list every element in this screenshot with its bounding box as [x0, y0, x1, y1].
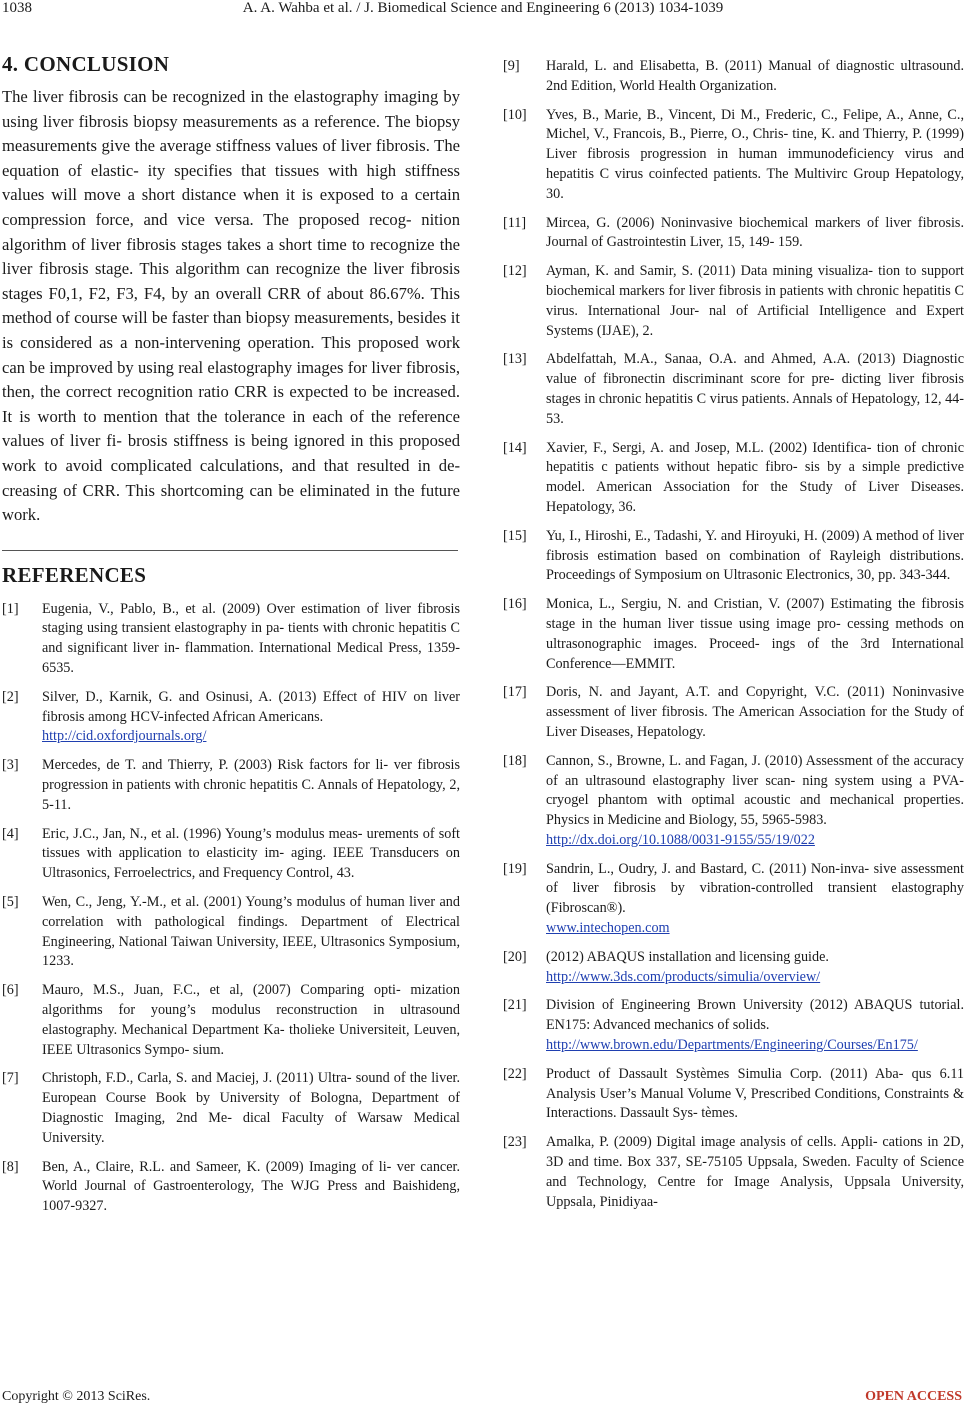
reference-number: [3]: [2, 757, 19, 774]
page-number: 1038: [2, 0, 32, 16]
reference-item: [503, 439, 964, 518]
reference-list-left: [2, 600, 460, 1217]
reference-link[interactable]: http://www.brown.edu/Departments/Engineering/Courses/En175/: [546, 1037, 918, 1054]
reference-text: Xavier, F., Sergi, A. and Josep, M.L. (2002) Identifica- tion of chronic hepatitis c patients without hepatic fibro- sis by a simple predictive model. American Association for the Study of Liver Diseases. Hepatology, 36.: [546, 439, 964, 515]
reference-item: [503, 860, 964, 939]
running-head: A. A. Wahba et al. / J. Biomedical Science and Engineering 6 (2013) 1034-1039: [242, 0, 724, 16]
reference-link[interactable]: http://cid.oxfordjournals.org/: [42, 728, 207, 745]
reference-number: [7]: [2, 1070, 19, 1087]
reference-text: Ayman, K. and Samir, S. (2011) Data mining visualiza- tion to support biochemical markers for liver fibrosis in patients with chronic hepatitis C virus. International Jour- nal of Artificial Intelligence and Expert Systems (IJAE), 2.: [546, 263, 964, 339]
reference-number: [4]: [2, 825, 19, 842]
reference-item: [2, 688, 460, 747]
reference-text: Mircea, G. (2006) Noninvasive biochemical markers of liver fibrosis. Journal of Gastrointestin Liver, 15, 149- 159.: [546, 214, 964, 251]
reference-text: Monica, L., Sergiu, N. and Cristian, V. (2007) Estimating the fibrosis stage in the human liver tissue using image pro- cessing methods on ultrasonographic images. Proceed- ings of the 3rd International Conference—EMMIT.: [546, 596, 964, 672]
reference-item: [503, 1065, 964, 1124]
reference-text: Eric, J.C., Jan, N., et al. (1996) Young’s modulus meas- urements of soft tissues with application to elasticity im- aging. IEEE Transducers on Ultrasonics, Ferroelectrics, and Frequency Control, 43.: [42, 825, 460, 882]
reference-number: [5]: [2, 894, 19, 911]
reference-item: [503, 996, 964, 1055]
reference-number: [22]: [503, 1065, 527, 1082]
reference-text: Christoph, F.D., Carla, S. and Maciej, J. (2011) Ultra- sound of the liver. European Course Book by University of Bologna, Department of Diagnostic Imaging, 2nd Me- dical Faculty of Warsaw Medical University.: [42, 1070, 460, 1146]
reference-number: [18]: [503, 752, 527, 769]
reference-number: [1]: [2, 600, 19, 617]
reference-item: [503, 106, 964, 205]
reference-item: [503, 1133, 964, 1212]
reference-text: Eugenia, V., Pablo, B., et al. (2009) Over estimation of liver fibrosis staging using transient elastography in pa- tients with chronic hepatitis C and significant liver in- flammation. International Medical Press, 1359-6535.: [42, 600, 460, 677]
page-header: [0, 0, 966, 24]
reference-item: [503, 350, 964, 429]
reference-number: [11]: [503, 214, 527, 231]
reference-item: [503, 752, 964, 851]
reference-text: Division of Engineering Brown University (2012) ABAQUS tutorial. EN175: Advanced mechanics of solids.: [546, 997, 964, 1034]
reference-item: [503, 214, 964, 254]
reference-item: [2, 1069, 460, 1148]
reference-item: [503, 57, 964, 97]
reference-text: Silver, D., Karnik, G. and Osinusi, A. (2013) Effect of HIV on liver fibrosis among HCV-infected African Americans.: [42, 688, 460, 725]
conclusion-paragraph: The liver fibrosis can be recognized in the elastography imaging by using liver fibrosis biopsy measurements as a reference. The biopsy measurements give the average stiffness values of liver fibrosis. The equation of elastic- ity specifies that tissues with high stiffness values will move a short distance when it is exposed to a certain compression force, and vice versa. The proposed recog- nition algorithm of liver fibrosis stages takes a short time to recognize the liver fibrosis stage. This algorithm can recognize the liver fibrosis stages F0,1, F2, F3, F4, by an overall CRR of about 86.67%. This method of course will be faster than biopsy measurements, besides it is considered as a non-intervening operation. This proposed work can be improved by using real elastography images for liver fibrosis, then, the correct recognition ratio CRR is expected to be increased. It is worth to mention that the tolerance in each of the reference values of liver fi- brosis stiffness is being ignored in this proposed work to avoid complicated calculations, and that resulted in de- creasing of CRR. This shortcoming can be eliminated in the future work.: [2, 87, 460, 525]
reference-link[interactable]: www.intechopen.com: [546, 920, 670, 937]
reference-text: Abdelfattah, M.A., Sanaa, O.A. and Ahmed, A.A. (2013) Diagnostic value of fibronectin discriminant score for pre- dicting liver fibrosis stages in chronic hepatitis C virus patients. Annals of Hepatology, 12, 44-53.: [546, 351, 964, 427]
open-access-label: OPEN ACCESS: [865, 1389, 962, 1404]
reference-item: [503, 262, 964, 341]
reference-link[interactable]: http://dx.doi.org/10.1088/0031-9155/55/19/022: [546, 831, 815, 848]
references-heading: REFERENCES: [2, 562, 147, 587]
reference-number: [13]: [503, 351, 527, 368]
left-column: [2, 52, 460, 1226]
reference-text: Amalka, P. (2009) Digital image analysis of cells. Appli- cations in 2D, 3D and time. Box 337, SE-75105 Uppsala, Sweden. Faculty of Science and Technology, Centre for Image Analysis, Uppsala University, Uppsala, Pinidiyaa-: [546, 1134, 964, 1210]
reference-text: Yves, B., Marie, B., Vincent, Di M., Frederic, C., Felipe, A., Anne, C., Michel, V., Francois, B., Pierre, O., Chris- tine, K. and Thierry, P. (1999) Liver fibrosis progression in human immunodeficiency virus and hepatitis C virus coinfected patients. The Multivirc Group Hepatology, 30.: [546, 106, 964, 202]
reference-text: (2012) ABAQUS installation and licensing guide.: [546, 948, 829, 965]
reference-item: [2, 893, 460, 972]
reference-number: [21]: [503, 997, 527, 1014]
reference-text: Yu, I., Hiroshi, E., Tadashi, Y. and Hiroyuki, H. (2009) A method of liver fibrosis estimation based on combination of Rayleigh distributions. Proceedings of Symposium on Ultrasonic Electronics, 30, pp. 343-344.: [546, 527, 964, 584]
reference-text: Ben, A., Claire, R.L. and Sameer, K. (2009) Imaging of li- ver cancer. World Journal of Gastroenterology, The WJG Press and Baishideng, 1007-9327.: [42, 1158, 460, 1215]
reference-item: [503, 527, 964, 586]
reference-number: [15]: [503, 527, 527, 544]
reference-item: [2, 825, 460, 884]
section-divider: [2, 550, 458, 551]
reference-link[interactable]: http://www.3ds.com/products/simulia/overview/: [546, 968, 821, 985]
reference-number: [19]: [503, 860, 527, 877]
reference-number: [9]: [503, 58, 520, 74]
reference-number: [23]: [503, 1134, 527, 1151]
reference-number: [8]: [2, 1158, 19, 1175]
reference-text: Mercedes, de T. and Thierry, P. (2003) Risk factors for li- ver fibrosis progression in patients with chronic hepatitis C. Annals of Hepatology, 2, 5-11.: [42, 757, 460, 813]
reference-text: Sandrin, L., Oudry, J. and Bastard, C. (2011) Non-inva- sive assessment of liver fibrosis by vibration-controlled transient elastography (Fibroscan®).: [546, 860, 964, 917]
reference-number: [14]: [503, 439, 527, 456]
reference-text: Wen, C., Jeng, Y.-M., et al. (2001) Young’s modulus of human liver and correlation with pathological findings. Department of Electrical Engineering, National Taiwan University, IEEE, Ultrasonics Symposium, 1233.: [42, 894, 460, 970]
reference-item: [2, 600, 460, 679]
reference-item: [2, 981, 460, 1060]
reference-number: [20]: [503, 948, 527, 965]
reference-item: [503, 595, 964, 674]
reference-number: [10]: [503, 106, 527, 123]
reference-item: [2, 756, 460, 815]
reference-number: [17]: [503, 684, 527, 701]
page-footer: [0, 1389, 966, 1411]
reference-item: [503, 948, 964, 988]
reference-item: [503, 683, 964, 742]
conclusion-heading: 4. CONCLUSION: [2, 52, 170, 76]
reference-text: Cannon, S., Browne, L. and Fagan, J. (2010) Assessment of the accuracy of an ultrasound elastography liver scan- ning system using a PVA-cryogel phantom with optimal acoustic and mechanical properties. Physics in Medicine and Biology, 55, 5965-5983.: [546, 752, 964, 829]
right-column: [503, 57, 964, 1221]
reference-item: [2, 1158, 460, 1217]
reference-number: [16]: [503, 596, 527, 613]
reference-text: Product of Dassault Systèmes Simulia Corp. (2011) Aba- qus 6.11 Analysis User’s Manual Volume V, Prescribed Conditions, Constraints & Interactions. Dassault Sys- tèmes.: [546, 1065, 964, 1122]
reference-text: Mauro, M.S., Juan, F.C., et al, (2007) Comparing opti- mization algorithms for young’s modulus reconstruction in ultrasound elastography. Mechanical Department Ka- tholieke Universiteit, Leuven, IEEE Ultrasonics Sympo- sium.: [42, 982, 460, 1058]
reference-number: [12]: [503, 263, 527, 280]
copyright-notice: Copyright © 2013 SciRes.: [2, 1389, 151, 1404]
reference-number: [6]: [2, 982, 19, 999]
reference-text: Doris, N. and Jayant, A.T. and Copyright, V.C. (2011) Noninvasive assessment of liver fibrosis. The American Association for the Study of Liver Diseases, Hepatology.: [546, 684, 964, 740]
reference-number: [2]: [2, 688, 19, 705]
reference-text: Harald, L. and Elisabetta, B. (2011) Manual of diagnostic ultrasound. 2nd Edition, World Health Organization.: [546, 58, 964, 94]
